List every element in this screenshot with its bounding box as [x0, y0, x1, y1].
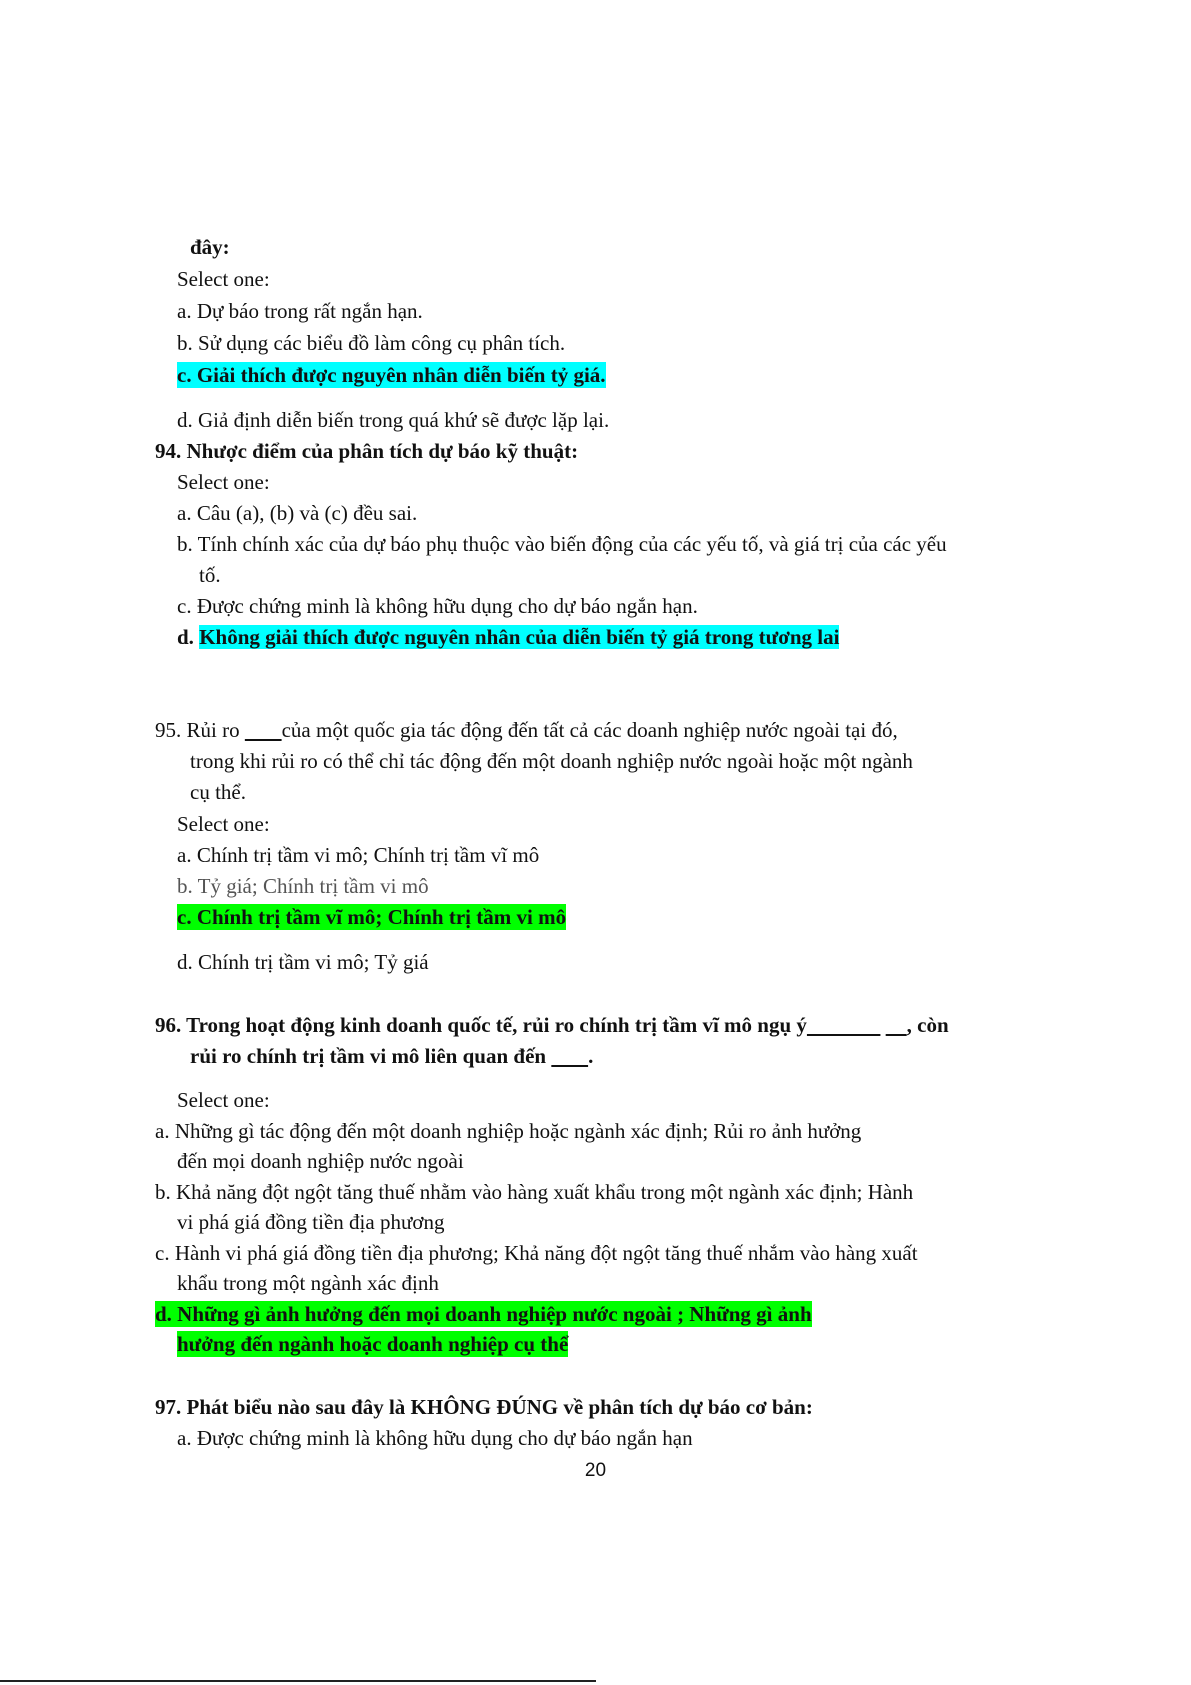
q94-option-b-line2: tố.	[199, 563, 221, 587]
footer-rule	[0, 1680, 596, 1682]
q96-option-b-line2: vi phá giá đồng tiền địa phương	[177, 1210, 445, 1234]
q96-option-a-line1: a. Những gì tác động đến một doanh nghiệp hoặc ngành xác định; Rủi ro ảnh hưởng	[155, 1119, 862, 1143]
q94-option-b-line1: b. Tính chính xác của dự báo phụ thuộc vào biến động của các yếu tố, và giá trị của các yếu	[177, 532, 947, 556]
q96-option-b-line1: b. Khả năng đột ngột tăng thuế nhằm vào hàng xuất khẩu trong một ngành xác định; Hành	[155, 1180, 914, 1204]
q94-question: 94. Nhược điểm của phân tích dự báo kỹ thuật:	[155, 439, 579, 463]
q96-question-line2-text: rủi ro chính trị tầm vi mô liên quan đến	[190, 1044, 547, 1068]
q96-blank-3	[551, 1044, 588, 1068]
q93-option-c-answer: c. Giải thích được nguyên nhân diễn biến tỷ giá.	[177, 363, 606, 387]
q96-blank-1	[807, 1013, 881, 1037]
q93-option-a: a. Dự báo trong rất ngắn hạn.	[177, 299, 423, 323]
q94-select-one: Select one:	[177, 470, 270, 494]
q95-option-a: a. Chính trị tầm vi mô; Chính trị tầm vĩ mô	[177, 843, 540, 867]
q95-question-line3: cụ thể.	[190, 780, 246, 804]
q96-option-c-line1: c. Hành vi phá giá đồng tiền địa phương; Khả năng đột ngột tăng thuế nhắm vào hàng xuất	[155, 1241, 918, 1265]
q96-select-one: Select one:	[177, 1088, 270, 1112]
q95-question-line2: trong khi rủi ro có thể chỉ tác động đến một doanh nghiệp nước ngoài hoặc một ngành	[190, 749, 913, 773]
q93-option-b: b. Sử dụng các biểu đồ làm công cụ phân tích.	[177, 331, 566, 355]
q94-option-d-text: Không giải thích được nguyên nhân của diễn biến tỷ giá trong tương lai	[199, 625, 840, 649]
q95-option-c-answer: c. Chính trị tầm vĩ mô; Chính trị tầm vi mô	[177, 905, 567, 929]
q96-option-d-answer-line2: hưởng đến ngành hoặc doanh nghiệp cụ thể	[177, 1332, 569, 1356]
q95-select-one: Select one:	[177, 812, 270, 836]
q94-option-d-label: d.	[177, 625, 194, 649]
q95-blank	[245, 718, 282, 742]
q96-question-line1	[155, 1012, 949, 1038]
q95-question-start: 95. Rủi ro	[155, 718, 240, 742]
q97-question: 97. Phát biểu nào sau đây là KHÔNG ĐÚNG về phân tích dự báo cơ bản:	[155, 1395, 813, 1419]
q96-question-start: 96. Trong hoạt động kinh doanh quốc tế, rủi ro chính trị tầm vĩ mô ngụ ý	[155, 1013, 807, 1037]
q94-option-c: c. Được chứng minh là không hữu dụng cho dự báo ngắn hạn.	[177, 594, 698, 618]
q94-option-d-answer	[177, 624, 839, 650]
q96-blank-2	[886, 1013, 907, 1037]
q95-question-rest: của một quốc gia tác động đến tất cả các doanh nghiệp nước ngoài tại đó,	[281, 718, 898, 742]
q93-option-d: d. Giả định diễn biến trong quá khứ sẽ được lặp lại.	[177, 408, 610, 432]
q94-option-a: a. Câu (a), (b) và (c) đều sai.	[177, 501, 418, 525]
q96-question-end: .	[588, 1044, 594, 1068]
q96-option-d-answer-line1: d. Những gì ảnh hưởng đến mọi doanh nghiệp nước ngoài ; Những gì ảnh	[155, 1302, 812, 1326]
q96-option-a-line2: đến mọi doanh nghiệp nước ngoài	[177, 1149, 464, 1173]
q96-question-mid: , còn	[906, 1013, 949, 1037]
q95-option-b: b. Tỷ giá; Chính trị tầm vi mô	[177, 874, 429, 898]
page-number: 20	[584, 1460, 607, 1481]
q97-option-a: a. Được chứng minh là không hữu dụng cho dự báo ngắn hạn	[177, 1426, 693, 1450]
q93-question-tail: đây:	[190, 235, 230, 259]
q95-question-line1	[155, 717, 898, 743]
q96-question-line2	[190, 1043, 593, 1069]
q95-option-d: d. Chính trị tầm vi mô; Tỷ giá	[177, 950, 429, 974]
q96-option-c-line2: khẩu trong một ngành xác định	[177, 1271, 439, 1295]
q93-select-one: Select one:	[177, 267, 270, 291]
